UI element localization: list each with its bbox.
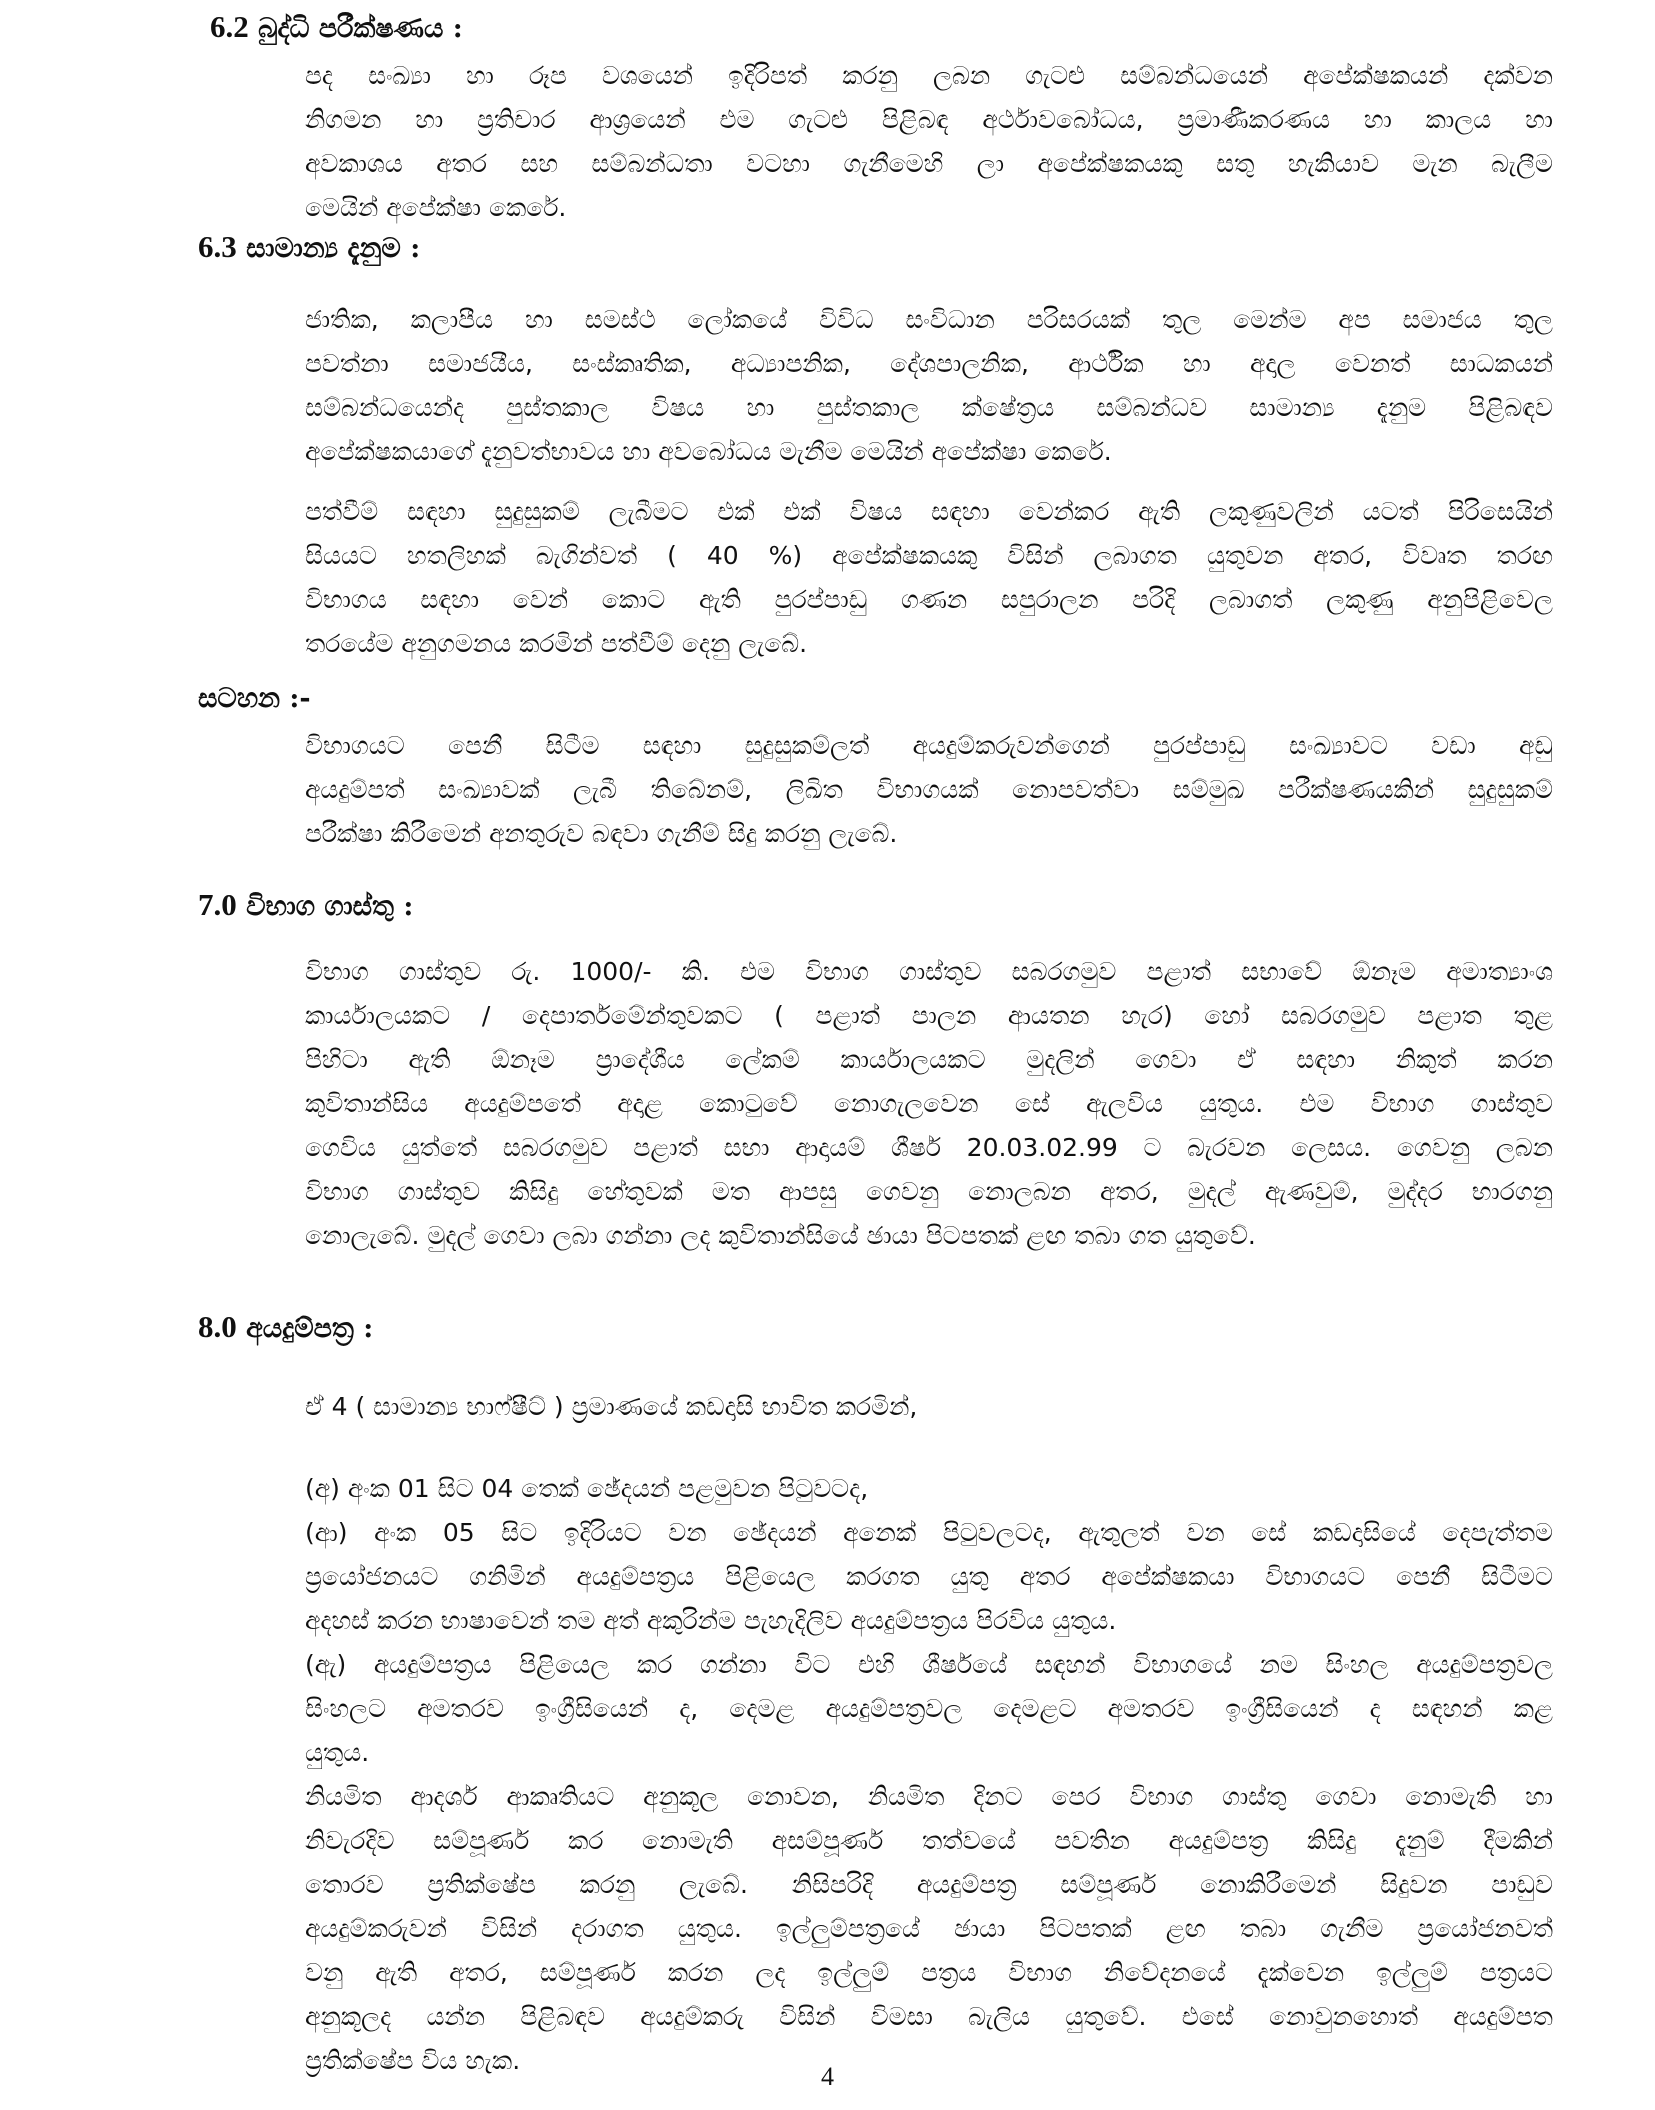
section-title: අයදුම්පත්‍ර : <box>246 1313 374 1344</box>
section-number: 7.0 <box>198 887 237 922</box>
section-number: 6.2 <box>210 9 249 44</box>
list-item-ae: සිංහලට අමතරව ඉංග්‍රීසියෙන් ද, දෙමළ අයදුම්පත්‍රවල දෙමළට අමතරව ඉංග්‍රීසියෙන් ද සඳහන් කළ <box>305 1694 1553 1723</box>
paragraph-line: පත්වීම් සඳහා සුදුසුකම් ලැබීමට එක් එක් විෂය සඳහා වෙන්කර ඇති ලකුණුවලින් යටත් පිරිසෙයින් <box>305 497 1553 526</box>
section-title: බුද්ධි පරීක්ෂණය : <box>258 13 463 44</box>
paragraph-line: කාර්යාලයකට / දෙපාර්තමේන්තුවකට ( පළාත් පාලන ආයතන හැර) හෝ සබරගමුව පළාත තුළ <box>305 1001 1553 1030</box>
paragraph-line: පවත්නා සමාජයීය, සංස්කෘතික, අධ්‍යාපනික, දේශපාලනික, ආර්ථික හා අදාල වෙනත් සාධකයන් <box>305 349 1553 378</box>
paragraph-line: නිවැරදිව සම්පූර්ණ කර නොමැති අසම්පූර්ණ තත්වයේ පවතින අයදුම්පත්‍ර කිසිදු දැනුම් දීමකින් <box>305 1826 1553 1855</box>
paragraph-line: විභාග ගාස්තුව කිසිදු හේතුවක් මත ආපසු ගෙවනු නොලබන අතර, මුදල් ඇණවුම්, මුද්දර භාරගනු <box>305 1177 1553 1206</box>
paragraph-line: මෙයින් අපේක්ෂා කෙරේ. <box>305 193 567 222</box>
section-title: විභාග ගාස්තු : <box>246 891 414 922</box>
section-number: 8.0 <box>198 1309 237 1344</box>
paragraph-line: ගෙවිය යුත්තේ සබරගමුව පළාත් සභා ආදායම් ශීර්ෂ 20.03.02.99 ට බැරවන ලෙසය. ගෙවනු ලබන <box>305 1133 1553 1162</box>
note-paragraph <box>305 724 1553 856</box>
list-item-aa: අදහස් කරන භාෂාවෙන් තම අත් අකුරින්ම පැහැදිලිව අයදුම්පත්‍රය පිරවිය යුතුය. <box>305 1606 1117 1635</box>
paragraph-line: අනුකූලද යන්න පිළිබඳව අයදුම්කරු විසින් විමසා බැලිය යුතුවේ. එසේ නොවුනහොත් අයදුම්පත <box>305 2002 1553 2031</box>
paragraph-line: විභාගය සඳහා වෙන් කොට ඇති පුරප්පාඩු ගණන සපුරාලන පරිදි ලබාගත් ලකුණු අනුපිළිවෙල <box>305 585 1553 614</box>
section-8-0-intro <box>305 1385 1553 1429</box>
section-6-3-paragraph-2 <box>305 490 1553 666</box>
paragraph-line: වනු ඇති අතර, සම්පූර්ණ කරන ලද ඉල්ලුම් පත්‍රය විභාග නිවේදනයේ දැක්වෙන ඉල්ලුම් පත්‍රයට <box>305 1958 1553 1987</box>
paragraph-line: නිගමන හා ප්‍රතිචාර ආශ්‍රයෙන් එම ගැටළු පිළිබඳ අර්ථාවබෝධය, ප්‍රමාණීකරණය හා කාලය හා <box>305 105 1553 134</box>
paragraph-line: අවකාශය අතර සහ සම්බන්ධතා වටහා ගැනීමෙහි ලා අපේක්ෂකයකු සතු හැකියාව මැන බැලීම <box>305 149 1553 178</box>
paragraph-line: තරයේම අනුගමනය කරමින් පත්වීම් දෙනු ලැබේ. <box>305 629 808 658</box>
note-heading <box>198 682 311 716</box>
section-number: 6.3 <box>198 229 237 264</box>
paragraph-line: අයදුම්පත් සංඛ්‍යාවක් ලැබී තිබේනම්, ලිඛිත විභාගයක් නොපවත්වා සම්මුඛ පරීක්ෂණයකින් සුදුසුකම් <box>305 775 1553 804</box>
page-number: 4 <box>821 2062 834 2091</box>
section-7-0-paragraph <box>305 950 1553 1258</box>
section-8-0-items <box>305 1467 1553 2083</box>
section-6-2-heading <box>210 10 463 46</box>
paragraph-line: ඒ 4 ( සාමාන්‍ය භාෆ්ෂීට් ) ප්‍රමාණයේ කඩදාසි භාවිත කරමින්, <box>305 1392 918 1421</box>
paragraph-line: පිහිටා ඇති ඕනෑම ප්‍රාදේශීය ලේකම් කාර්යාලයකට මුදලින් ගෙවා ඒ සඳහා නිකුත් කරන <box>305 1045 1553 1074</box>
section-6-2-paragraph <box>305 54 1553 230</box>
paragraph-line: පද සංඛ්‍යා හා රූප වශයෙන් ඉදිරිපත් කරනු ලබන ගැටළු සම්බන්ධයෙන් අපේක්ෂකයන් දක්වන <box>305 61 1553 90</box>
note-title: සටහන :- <box>198 683 311 714</box>
section-title: සාමාන්‍ය දැනුම : <box>246 233 421 264</box>
paragraph-line: ප්‍රතික්ෂේප විය හැක. <box>305 2046 521 2075</box>
paragraph-line: අපේක්ෂකයාගේ දැනුවත්භාවය හා අවබෝධය මැනීම මෙයින් අපේක්ෂා කෙරේ. <box>305 437 1112 466</box>
list-item-ae: (ඇ) අයදුම්පත්‍රය පිළියෙල කර ගන්නා විට එහි ශීර්ෂයේ සඳහන් විභාගයේ නම සිංහල අයදුම්පත්‍රවල <box>305 1650 1553 1679</box>
paragraph-line: නියමිත ආදර්ශ ආකෘතියට අනුකූල නොවන, නියමිත දිනට පෙර විභාග ගාස්තු ගෙවා නොමැති හා <box>305 1782 1553 1811</box>
paragraph-line: විභාග ගාස්තුව රු. 1000/- කි. එම විභාග ගාස්තුව සබරගමුව පළාත් සභාවේ ඕනෑම අමාත්‍යාංශ <box>305 957 1553 986</box>
paragraph-line: තොරව ප්‍රතික්ෂේප කරනු ලැබේ. නිසිපරිදි අයදුම්පත්‍ර සම්පූර්ණ නොකිරීමෙන් සිදුවන පාඩුව <box>305 1870 1553 1899</box>
list-item-aa: ප්‍රයෝජනයට ගනිමින් අයදුම්පත්‍රය පිළියෙල කරගත යුතු අතර අපේක්ෂකයා විභාගයට පෙනී සිටීමට <box>305 1562 1553 1591</box>
section-6-3-paragraph-1 <box>305 298 1553 474</box>
paragraph-line: පරීක්ෂා කිරීමෙන් අනතුරුව බඳවා ගැනීම් සිදු කරනු ලැබේ. <box>305 819 898 848</box>
section-6-3-heading <box>198 230 420 266</box>
paragraph-line: නොලැබේ. මුදල් ගෙවා ලබා ගන්නා ලද කුවිතාන්සියේ ඡායා පිටපතක් ළඟ තබා ගත යුතුවේ. <box>305 1221 1256 1250</box>
paragraph-line: කුවිතාන්සිය අයදුම්පතේ අදාළ කොටුවේ නොගැලවෙන සේ ඇලවිය යුතුය. එම විභාග ගාස්තුව <box>305 1089 1553 1118</box>
paragraph-line: සම්බන්ධයෙන්ද පුස්තකාල විෂය හා පුස්තකාල ක්ෂේත්‍රය සම්බන්ධව සාමාන්‍ය දැනුම පිළිබඳව <box>305 393 1553 422</box>
list-item-aa: (ආ) අංක 05 සිට ඉදිරියට වන ඡේදයන් අනෙක් පිටුවලටද, ඇතුලත් වන සේ කඩදාසියේ දෙපැත්තම <box>305 1518 1553 1547</box>
paragraph-line: විභාගයට පෙනී සිටීම සඳහා සුදුසුකම්ලත් අයදුම්කරුවන්ගෙන් පුරප්පාඩු සංඛ්‍යාවට වඩා අඩු <box>305 731 1553 760</box>
section-7-0-heading <box>198 888 413 924</box>
paragraph-line: ජාතික, කලාපීය හා සමස්ථ ලෝකයේ විවිධ සංවිධාන පරිසරයක් තුල මෙන්ම අප සමාජය තුල <box>305 305 1553 334</box>
list-item-ae: යුතුය. <box>305 1738 370 1767</box>
paragraph-line: සියයට හතලිහක් බැගින්වත් ( 40 %) අපේක්ෂකයකු විසින් ලබාගත යුතුවන අතර, විවෘත තරඟ <box>305 541 1553 570</box>
section-8-0-heading <box>198 1310 373 1346</box>
paragraph-line: අයදුම්කරුවන් විසින් දරාගත යුතුය. ඉල්ලුම්පත්‍රයේ ඡායා පිටපතක් ළඟ තබා ගැනීම ප්‍රයෝජනවත් <box>305 1914 1553 1943</box>
list-item-a: (අ) අංක 01 සිට 04 තෙක් ඡේදයන් පළමුවන පිටුවටද, <box>305 1474 869 1503</box>
